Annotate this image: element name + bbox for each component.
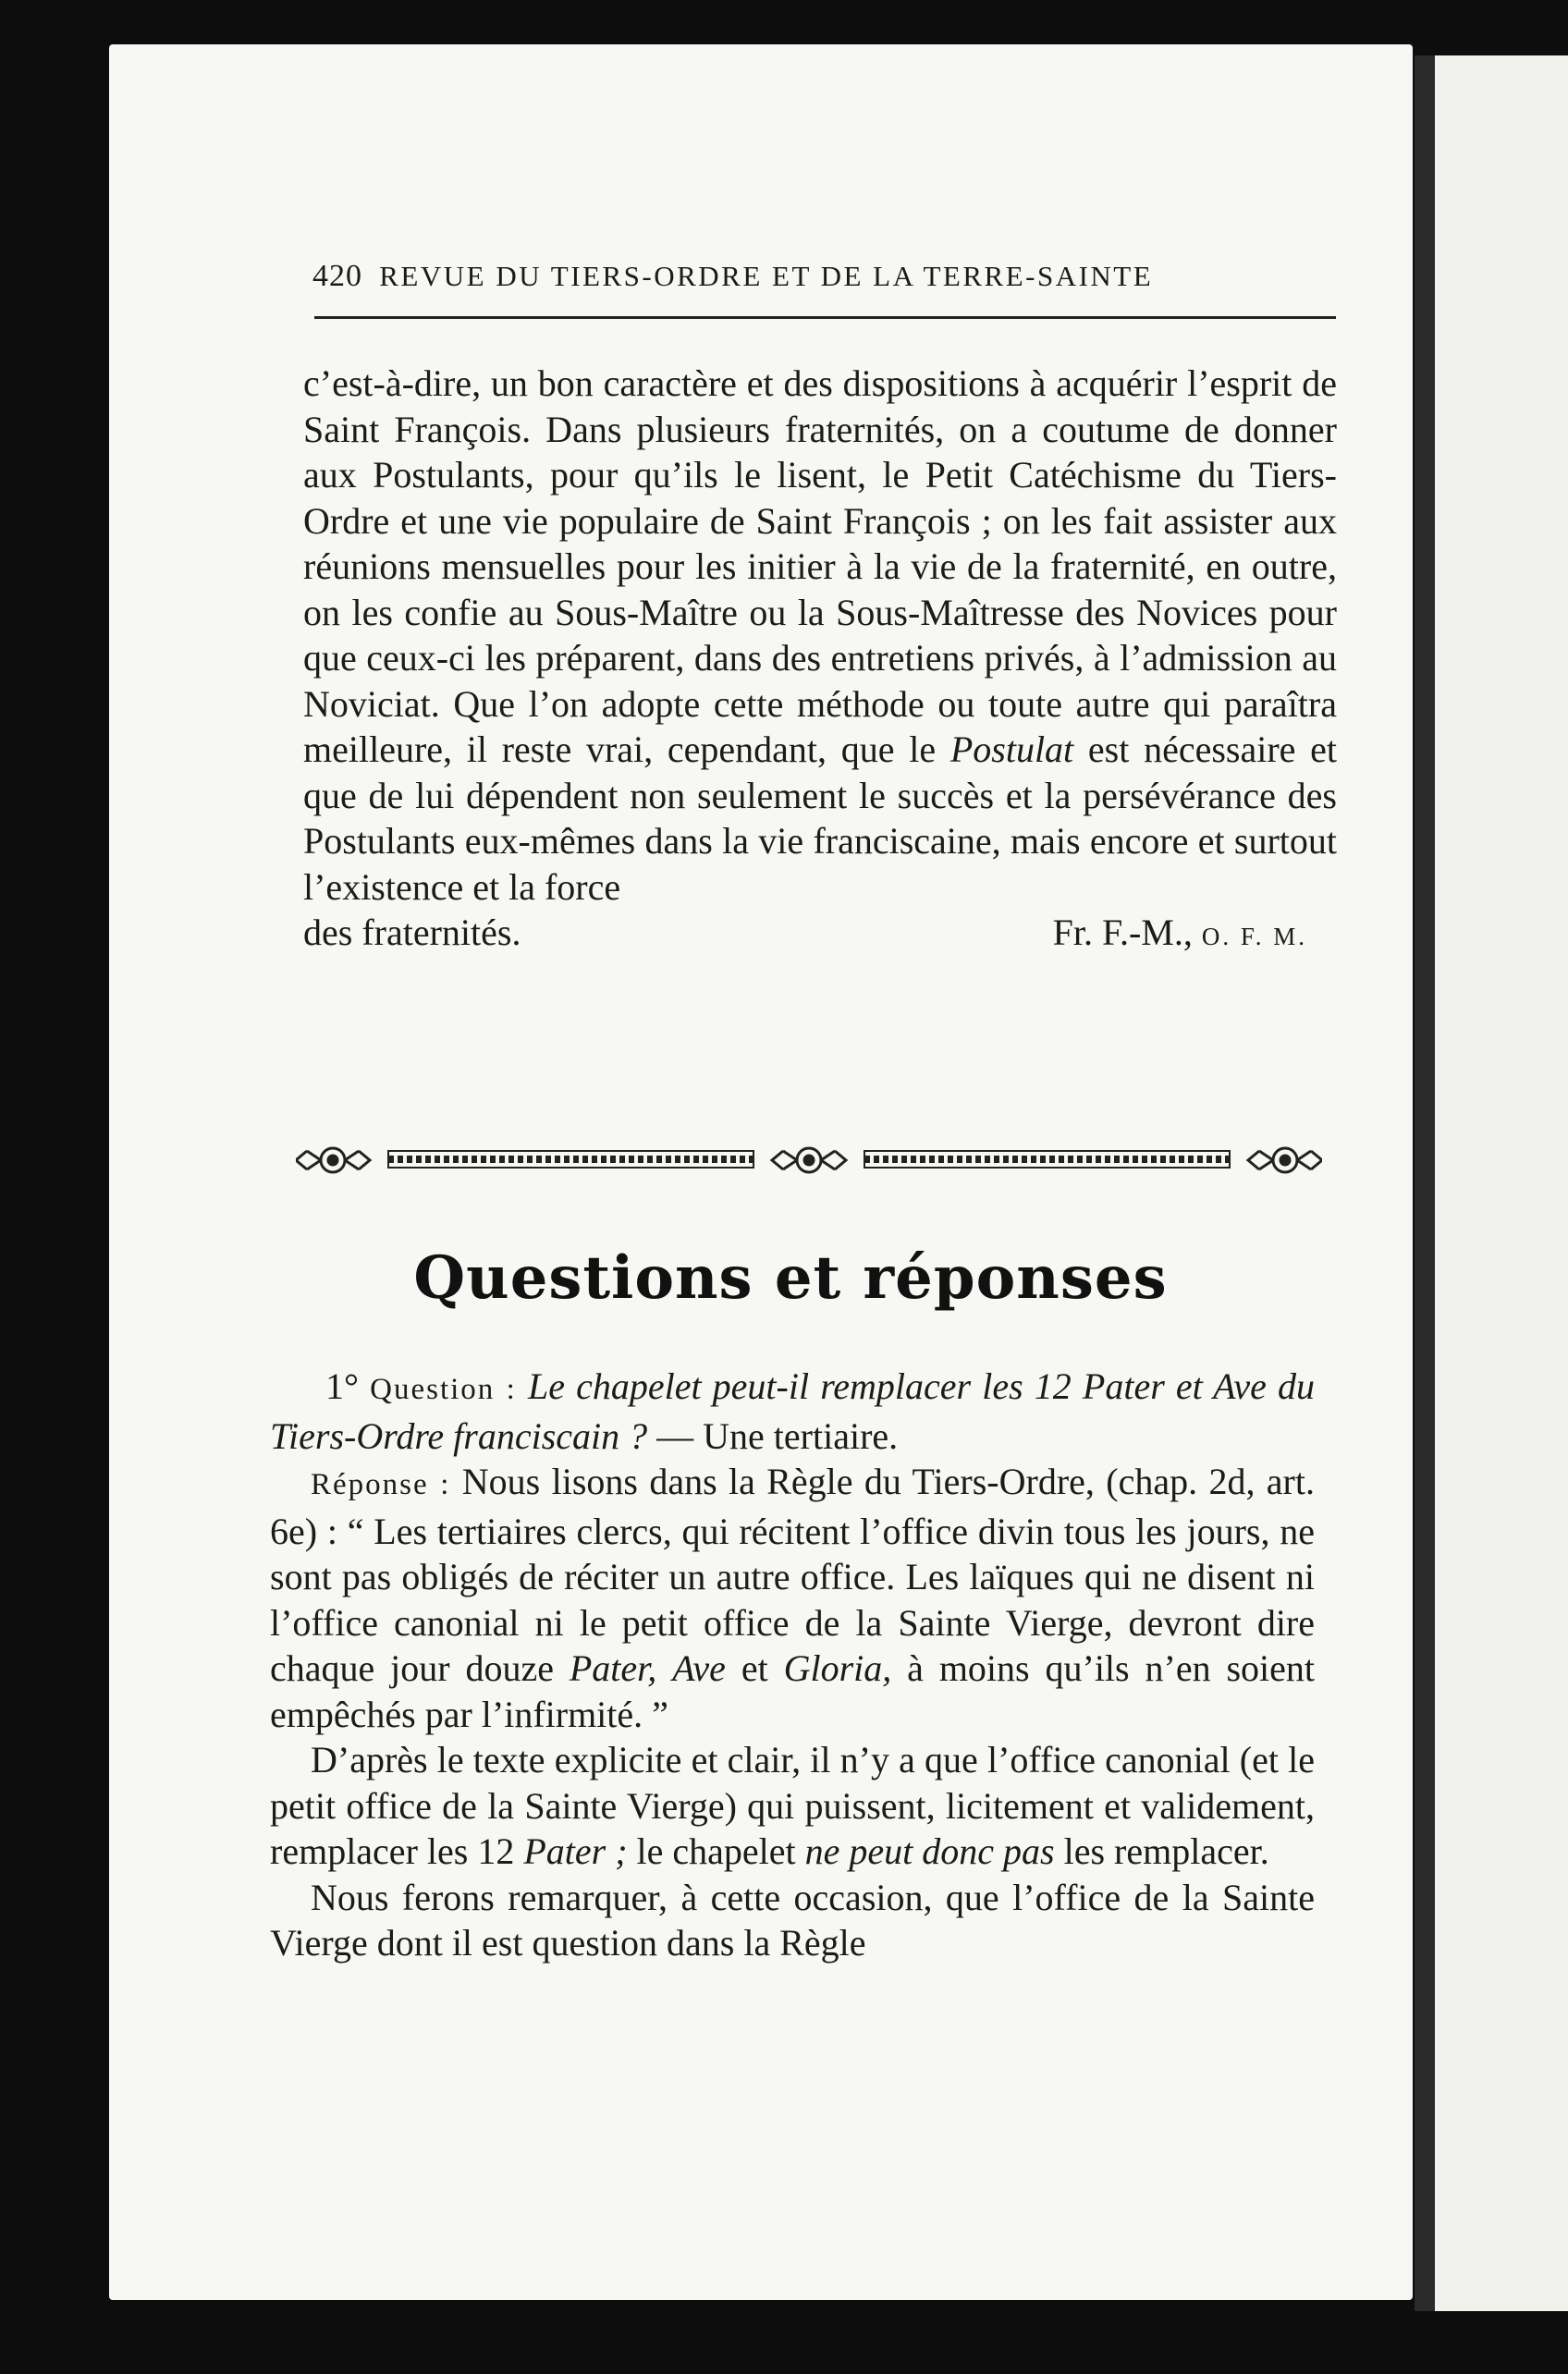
question-paragraph xyxy=(270,1364,1315,1459)
signature-line xyxy=(303,910,1337,961)
page-number: 420 xyxy=(312,259,362,293)
question-number: 1° xyxy=(325,1365,359,1407)
answer-text-end: à moins qu’ils n’en soient empêchés par l’infirmité. ” xyxy=(270,1647,1316,1735)
signature-name: Fr. F.-M., xyxy=(1052,912,1193,953)
answer-ave: Ave xyxy=(672,1647,726,1689)
article-paragraph xyxy=(303,361,1337,910)
answer-label: Réponse : xyxy=(311,1468,451,1501)
section-title: Questions et réponses xyxy=(413,1243,1168,1313)
answer-text: Nous lisons dans la Règle du Tiers-Ordre, (chap. 2d, art. 6e) : “ Les tertiaires clercs, qui récitent l’office divin tous les jours, ne sont pas obligés de réciter un autre office. Les laïques qui ne disent ni l’office canonial ni le petit office de la Sainte Vierge, devront dire chaque jour douze xyxy=(270,1461,1315,1689)
question-label: Question : xyxy=(370,1373,517,1406)
remark-paragraph: Nous ferons remarquer, à cette occasion, que l’office de la Sainte Vierge dont il est question dans la Règle xyxy=(270,1876,1315,1964)
fleuron-icon xyxy=(1248,1148,1322,1172)
explanation-start: D’après le texte explicite et clair, il n’y a que l’office canonial (et le petit office de la Sainte Vierge) qui puissent, licitement et validement, remplacer les 12 xyxy=(270,1739,1315,1872)
fleuron-icon xyxy=(296,1148,370,1172)
question-text: Le chapelet peut-il remplacer les 12 Pater et Ave du Tiers-Ordre franciscain ? xyxy=(270,1365,1316,1457)
ornamental-divider xyxy=(296,1132,1322,1188)
header-rule xyxy=(314,316,1336,319)
signature xyxy=(1053,910,1337,961)
explanation-paragraph xyxy=(270,1737,1315,1875)
article-text: c’est-à-dire, un bon caractère et des dispositions à acquérir l’esprit de Saint François. Dans plusieurs fraternités, on a coutume de donner aux Postulants, pour qu’ils le lisent, le Petit Catéchisme du Tiers-Ordre et une vie populaire de Saint François ; on les fait assister aux réunions mensuelles pour les initier à la vie de la fraternité, en outre, on les confie au Sous-Maître ou la Sous-Maîtresse des Novices pour que ceux-ci les préparent, dans des entretiens privés, à l’admission au Noviciat. Que l’on adopte cette méthode ou toute autre qui paraîtra meilleure, il reste vrai, cependant, que le xyxy=(303,362,1337,770)
explanation-mid: le chapelet xyxy=(627,1830,805,1872)
answer-paragraph xyxy=(270,1459,1315,1737)
explanation-pater: Pater ; xyxy=(523,1830,628,1872)
article-last-words: des fraternités. xyxy=(303,912,521,953)
article-ending xyxy=(303,361,1337,961)
answer-et: et xyxy=(725,1647,784,1689)
adjacent-page-edge xyxy=(1415,55,1568,2311)
explanation-end: les remplacer. xyxy=(1054,1830,1269,1872)
article-text-tail: est nécessaire et que de lui dépendent non seulement le succès et la persévérance des Postulants eux-mêmes dans la vie franciscaine, mais encore et surtout l’existence et la force xyxy=(303,728,1338,908)
running-title: REVUE DU TIERS-ORDRE ET DE LA TERRE-SAINTE xyxy=(379,260,1154,292)
answer-pater: Pater, xyxy=(569,1647,657,1689)
running-header xyxy=(312,259,1256,294)
question-dash: — xyxy=(647,1414,704,1457)
questions-answers xyxy=(270,1364,1315,1966)
postulat-word: Postulat xyxy=(949,728,1074,770)
question-author: Une tertiaire. xyxy=(703,1414,899,1457)
fleuron-icon xyxy=(772,1148,846,1172)
signature-order: O. F. M. xyxy=(1201,923,1307,950)
answer-gloria: Gloria, xyxy=(783,1647,892,1689)
explanation-italic: ne peut donc pas xyxy=(804,1830,1055,1872)
